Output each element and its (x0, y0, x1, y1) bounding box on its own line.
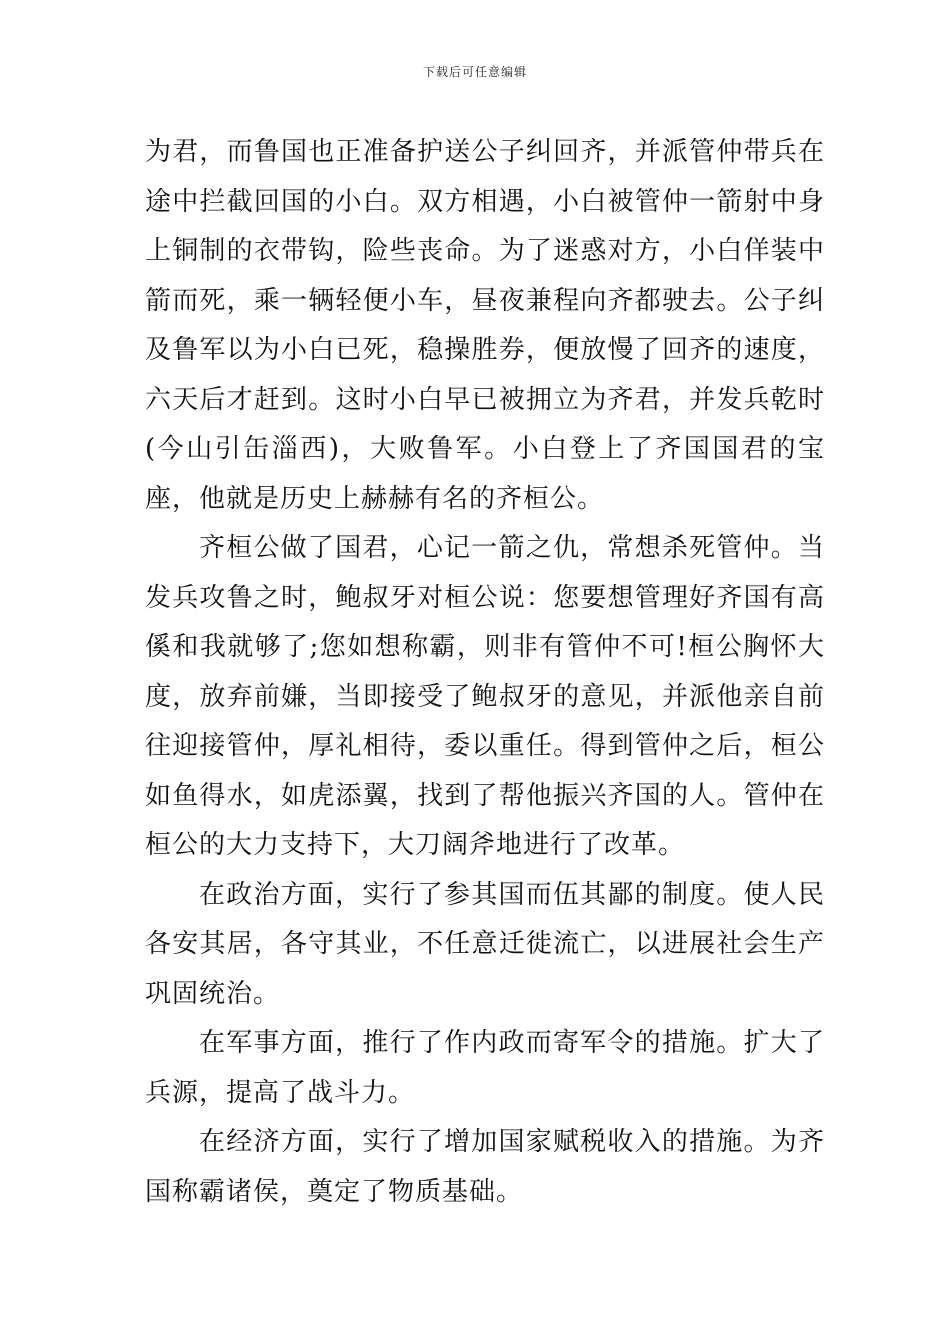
paragraph-1: 为君，而鲁国也正准备护送公子纠回齐，并派管仲带兵在途中拦截回国的小白。双方相遇，小白被管仲一箭射中身上铜制的衣带钩，险些丧命。为了迷惑对方，小白佯装中箭而死，乘一辆轻便小车，昼夜兼程向齐都驶去。公子纠及鲁军以为小白已死，稳操胜券，便放慢了回齐的速度，六天后才赶到。这时小白早已被拥立为齐君，并发兵乾时(今山引缶淄西)，大败鲁军。小白登上了齐国国君的宝座，他就是历史上赫赫有名的齐桓公。 (145, 137, 825, 514)
paragraph-4: 在军事方面，推行了作内政而寄军令的措施。扩大了兵源，提高了战斗力。 (145, 1028, 825, 1108)
paragraph-2: 齐桓公做了国君，心记一箭之仇，常想杀死管仲。当发兵攻鲁之时，鲍叔牙对桓公说：您要想管理好齐国有高傒和我就够了;您如想称霸，则非有管仲不可!桓公胸怀大度，放弃前嫌，当即接受了鲍叔牙的意见，并派他亲自前往迎接管仲，厚礼相待，委以重任。得到管仲之后，桓公如鱼得水，如虎添翼，找到了帮他振兴齐国的人。管仲在桓公的大力支持下，大刀阔斧地进行了改革。 (145, 533, 825, 860)
paragraph-5: 在经济方面，实行了增加国家赋税收入的措施。为齐国称霸诸侯，奠定了物质基础。 (145, 1127, 825, 1207)
paragraph-3: 在政治方面，实行了参其国而伍其鄙的制度。使人民各安其居，各守其业，不任意迁徙流亡，以进展社会生产巩固统治。 (145, 879, 825, 1009)
page-header: 下载后可任意编辑 (422, 65, 527, 79)
document-body (145, 128, 825, 1217)
